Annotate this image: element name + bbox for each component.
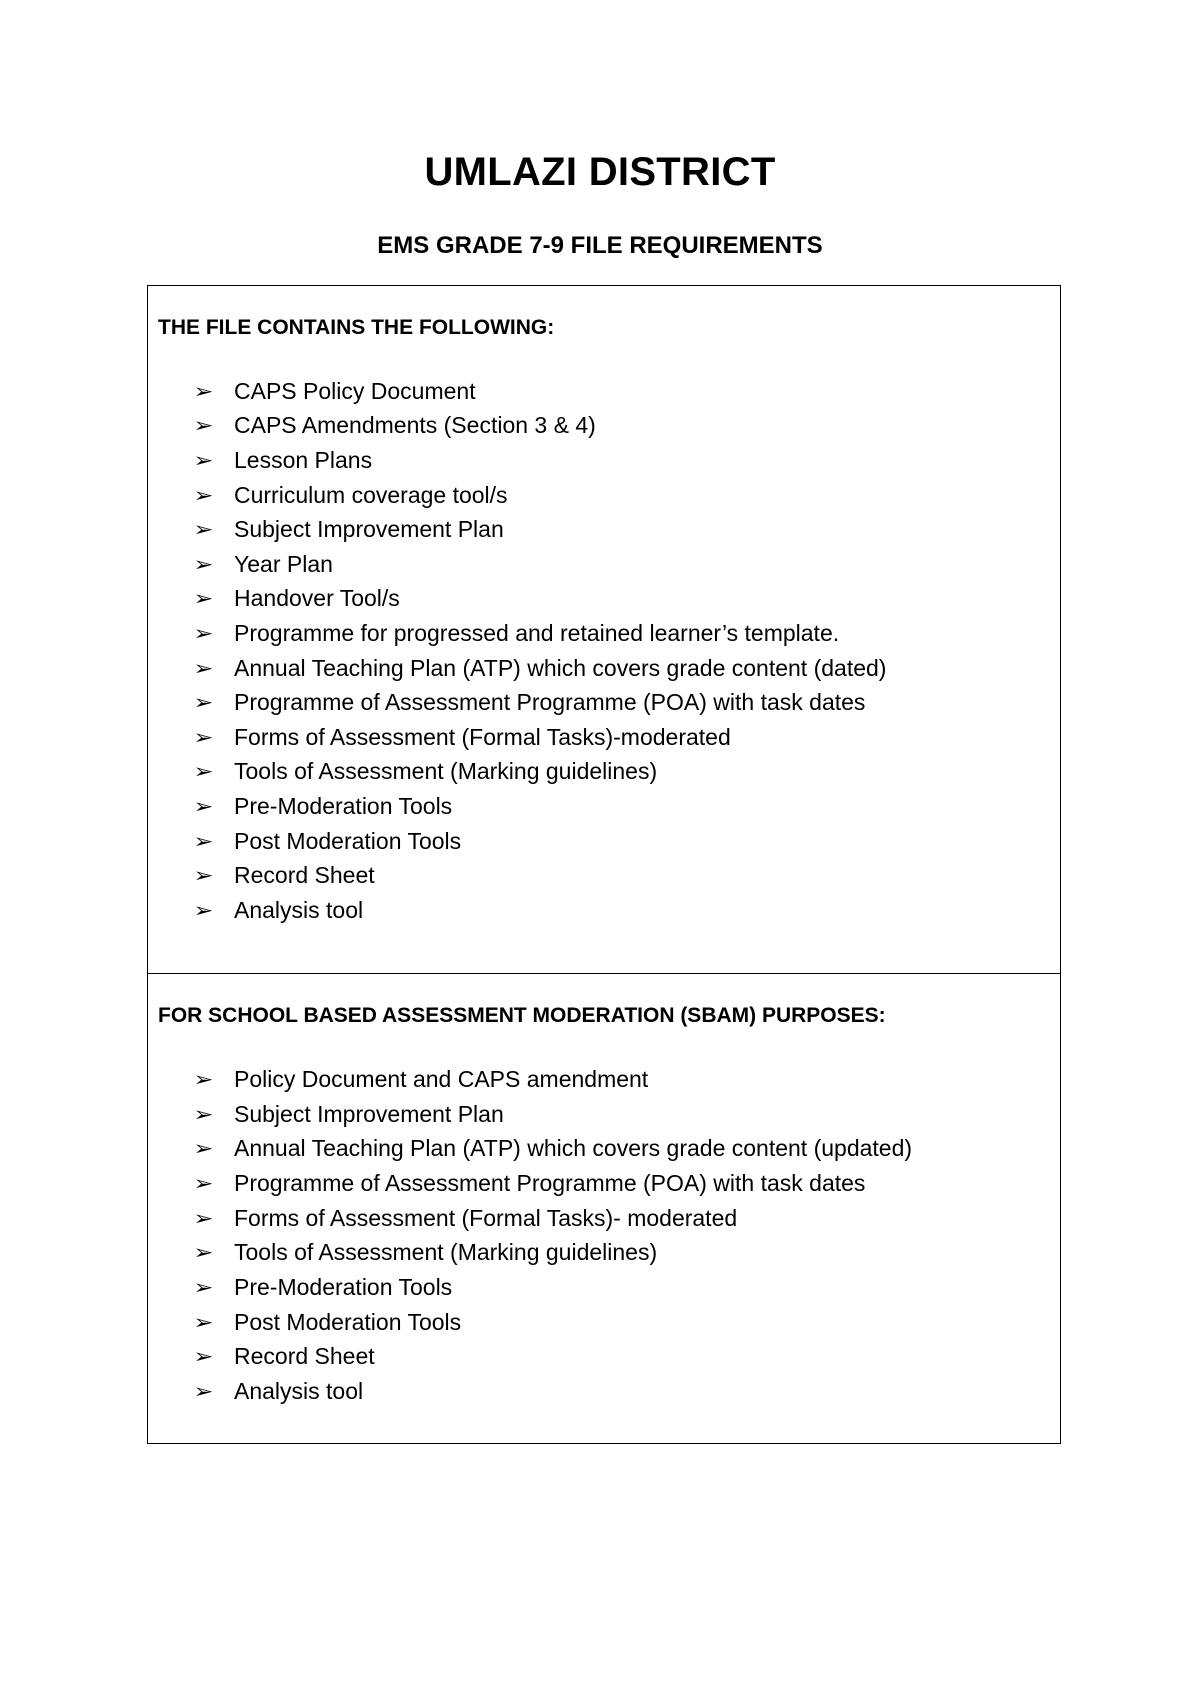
- arrowhead-bullet-icon: ➢: [193, 519, 214, 542]
- list-item-text: Record Sheet: [234, 862, 375, 889]
- arrowhead-bullet-icon: ➢: [193, 1172, 214, 1195]
- list-item-text: CAPS Amendments (Section 3 & 4): [234, 412, 596, 439]
- arrowhead-bullet-icon: ➢: [193, 449, 214, 472]
- list-item: [193, 582, 886, 617]
- list-item: [193, 1340, 912, 1375]
- list-item: [193, 858, 886, 893]
- arrowhead-bullet-icon: ➢: [193, 1068, 214, 1091]
- list-item: [193, 755, 886, 790]
- list-item-text: Programme of Assessment Programme (POA) with task dates: [234, 1169, 866, 1196]
- sbam-list: [193, 1062, 913, 1409]
- arrowhead-bullet-icon: ➢: [193, 1346, 214, 1369]
- arrowhead-bullet-icon: ➢: [193, 761, 214, 784]
- list-item-text: Lesson Plans: [234, 446, 373, 473]
- list-item-text: Analysis tool: [234, 896, 364, 923]
- list-item-text: Policy Document and CAPS amendment: [234, 1065, 649, 1092]
- list-item-text: Tools of Assessment (Marking guidelines): [234, 1239, 658, 1266]
- list-item: [193, 1305, 912, 1340]
- list-item: [193, 651, 887, 686]
- arrowhead-bullet-icon: ➢: [193, 830, 214, 853]
- arrowhead-bullet-icon: ➢: [193, 726, 214, 749]
- list-item: [193, 1374, 912, 1409]
- list-item-text: Curriculum coverage tool/s: [234, 481, 508, 508]
- list-item: [193, 893, 886, 928]
- list-item: [193, 374, 886, 409]
- arrowhead-bullet-icon: ➢: [193, 657, 214, 680]
- list-item: [193, 824, 886, 859]
- file-contents-heading: THE FILE CONTAINS THE FOLLOWING:: [158, 316, 555, 339]
- list-item: [193, 512, 886, 547]
- list-item-text: Tools of Assessment (Marking guidelines): [234, 758, 658, 785]
- document-subtitle: EMS GRADE 7-9 FILE REQUIREMENTS: [377, 232, 823, 259]
- list-item: [193, 616, 886, 651]
- list-item-text: Pre-Moderation Tools: [234, 1273, 453, 1300]
- arrowhead-bullet-icon: ➢: [193, 1207, 214, 1230]
- list-item: [193, 409, 886, 444]
- arrowhead-bullet-icon: ➢: [193, 553, 214, 576]
- arrowhead-bullet-icon: ➢: [193, 1242, 214, 1265]
- arrowhead-bullet-icon: ➢: [193, 1381, 214, 1404]
- list-item-text: Record Sheet: [234, 1343, 375, 1370]
- arrowhead-bullet-icon: ➢: [193, 622, 214, 645]
- arrowhead-bullet-icon: ➢: [193, 1276, 214, 1299]
- list-item: [193, 1131, 913, 1166]
- list-item: [193, 1097, 912, 1132]
- list-item: [193, 547, 886, 582]
- list-item: [193, 443, 886, 478]
- arrowhead-bullet-icon: ➢: [193, 484, 214, 507]
- arrowhead-bullet-icon: ➢: [193, 795, 214, 818]
- list-item-text: Programme for progressed and retained learner’s template.: [234, 619, 840, 646]
- file-contents-section: [148, 286, 1060, 974]
- list-item-text: Handover Tool/s: [234, 585, 400, 612]
- list-item: [193, 478, 886, 513]
- list-item-text: Forms of Assessment (Formal Tasks)-moderated: [234, 723, 731, 750]
- list-item-text: Post Moderation Tools: [234, 827, 462, 854]
- arrowhead-bullet-icon: ➢: [193, 1311, 214, 1334]
- arrowhead-bullet-icon: ➢: [193, 692, 214, 715]
- list-item-text: CAPS Policy Document: [234, 377, 476, 404]
- list-item-text: Year Plan: [234, 550, 333, 577]
- arrowhead-bullet-icon: ➢: [193, 899, 214, 922]
- list-item: [193, 685, 886, 720]
- list-item-text: Programme of Assessment Programme (POA) with task dates: [234, 689, 866, 716]
- list-item: [193, 1201, 912, 1236]
- arrowhead-bullet-icon: ➢: [193, 1138, 214, 1161]
- arrowhead-bullet-icon: ➢: [193, 588, 214, 611]
- list-item: [193, 1270, 912, 1305]
- sbam-heading: FOR SCHOOL BASED ASSESSMENT MODERATION (SBAM) PURPOSES:: [158, 1004, 886, 1027]
- list-item-text: Subject Improvement Plan: [234, 1100, 504, 1127]
- requirements-table: [147, 285, 1061, 1444]
- list-item: [193, 789, 886, 824]
- list-item: [193, 1166, 912, 1201]
- list-item-text: Annual Teaching Plan (ATP) which covers grade content (dated): [234, 654, 887, 681]
- list-item-text: Analysis tool: [234, 1378, 364, 1405]
- document-title: UMLAZI DISTRICT: [424, 150, 776, 194]
- list-item: [193, 720, 886, 755]
- list-item: [193, 1235, 912, 1270]
- list-item-text: Pre-Moderation Tools: [234, 792, 453, 819]
- arrowhead-bullet-icon: ➢: [193, 865, 214, 888]
- list-item-text: Annual Teaching Plan (ATP) which covers grade content (updated): [234, 1135, 913, 1162]
- sbam-section: [148, 974, 1060, 1443]
- list-item-text: Post Moderation Tools: [234, 1308, 462, 1335]
- list-item-text: Forms of Assessment (Formal Tasks)- moderated: [234, 1204, 738, 1231]
- list-item: [193, 1062, 912, 1097]
- arrowhead-bullet-icon: ➢: [193, 1103, 214, 1126]
- file-contents-list: [193, 374, 887, 928]
- arrowhead-bullet-icon: ➢: [193, 415, 214, 438]
- arrowhead-bullet-icon: ➢: [193, 380, 214, 403]
- list-item-text: Subject Improvement Plan: [234, 516, 504, 543]
